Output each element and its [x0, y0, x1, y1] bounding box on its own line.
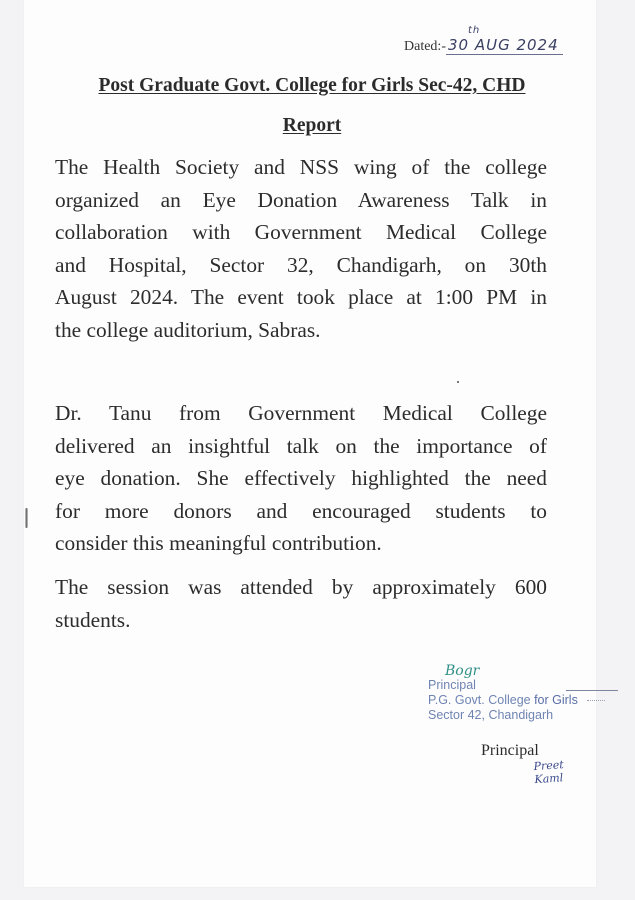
date-line	[404, 25, 563, 55]
paragraph-line: The session was attended by approximately 600	[55, 575, 547, 599]
paragraph-line: and Hospital, Sector 32, Chandigarh, on 30th	[55, 252, 547, 277]
paragraph-line: consider this meaningful contribution.	[55, 531, 382, 555]
stamp-dot-line	[587, 700, 605, 702]
paragraph-line: organized an Eye Donation Awareness Talk in	[55, 187, 547, 212]
paragraph-line: for more donors and encouraged students to	[55, 498, 547, 523]
paragraph-line: collaboration with Government Medical College	[55, 220, 547, 244]
scan-edge-mark	[25, 508, 28, 528]
stamp-principal-text: Principal	[428, 678, 476, 692]
document-page	[24, 0, 596, 887]
handwritten-date	[446, 25, 563, 55]
paragraph-line: Dr. Tanu from Government Medical College	[55, 401, 547, 425]
paragraph-attendance	[55, 571, 547, 636]
stamp-college-part2: for Girls	[530, 693, 578, 707]
stamp-college-part1: P.G. Govt. College	[428, 693, 531, 707]
college-title: Post Graduate Govt. College for Girls Sec-42, CHD	[98, 75, 526, 96]
paragraph-line: the college auditorium, Sabras.	[55, 317, 321, 342]
stamp-college-text	[428, 693, 578, 708]
stamp-sector-text: Sector 42, Chandigarh	[428, 708, 554, 722]
paragraph-line: August 2024. The event took place at 1:00 PM in	[55, 285, 547, 309]
stamp-signature: Bogr	[445, 663, 480, 679]
principal-signature: Preet Kaml	[533, 758, 565, 787]
paragraph-speaker	[55, 397, 547, 560]
principal-label: Principal	[481, 742, 539, 759]
scan-speck	[457, 381, 459, 383]
paragraph-line: The Health Society and NSS wing of the college	[55, 155, 547, 179]
paragraph-line: delivered an insightful talk on the importance of	[55, 433, 547, 458]
dated-label: Dated:-	[404, 39, 446, 54]
paragraph-line: eye donation. She effectively highlighted the need	[55, 466, 547, 490]
handwritten-date-value: 30 AUG 2024	[447, 36, 559, 54]
report-title: Report	[282, 115, 342, 136]
date-ordinal-suffix: th	[467, 25, 481, 36]
paragraph-line: students.	[55, 607, 131, 632]
paragraph-event-details	[55, 151, 547, 346]
stamp-dash-line	[566, 690, 618, 691]
